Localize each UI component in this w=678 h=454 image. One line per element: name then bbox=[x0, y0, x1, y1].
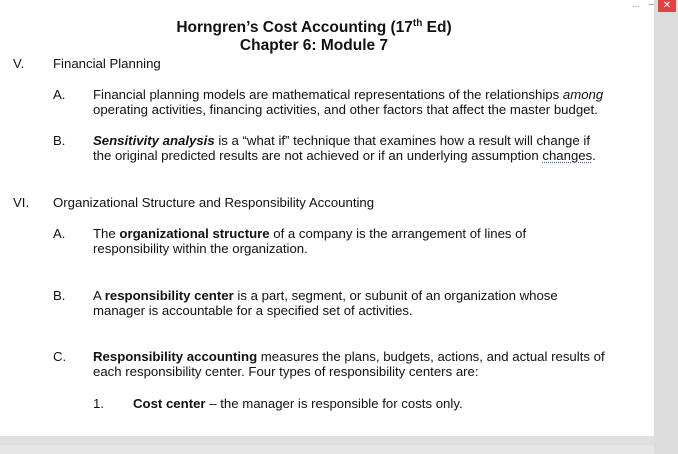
spelling-suggestion[interactable]: changes bbox=[542, 148, 593, 163]
section-vi-c1-number: 1. bbox=[93, 396, 104, 411]
section-v-b-line1: Sensitivity analysis is a “what if” technique that examines how a result will change if bbox=[93, 133, 590, 148]
section-v-heading: Financial Planning bbox=[53, 56, 161, 71]
section-vi-c-line2: each responsibility center. Four types of responsibility centers are: bbox=[93, 364, 479, 379]
section-v-a-letter: A. bbox=[53, 87, 66, 102]
section-vi-a-line2: responsibility within the organization. bbox=[93, 241, 308, 256]
more-icon[interactable]: ... bbox=[631, 0, 640, 10]
section-vi-a-letter: A. bbox=[53, 226, 66, 241]
section-vi-c1-text: Cost center – the manager is responsible for costs only. bbox=[133, 396, 463, 411]
section-v-b-line2: the original predicted results are not achieved or if an underlying assumption changes. bbox=[93, 148, 596, 163]
section-v-b-letter: B. bbox=[53, 133, 66, 148]
section-vi-numeral: VI. bbox=[13, 195, 30, 210]
document-title: Horngren’s Cost Accounting (17th Ed) bbox=[176, 17, 452, 36]
section-vi-c-line1: Responsibility accounting measures the plans, budgets, actions, and actual results of bbox=[93, 349, 605, 364]
section-vi-b-line1: A responsibility center is a part, segment, or subunit of an organization whose bbox=[93, 288, 558, 303]
close-icon[interactable]: ✕ bbox=[658, 0, 676, 12]
section-vi-b-letter: B. bbox=[53, 288, 66, 303]
section-v-numeral: V. bbox=[13, 56, 25, 71]
section-v-a-line2: operating activities, financing activities, and other factors that affect the master budget. bbox=[93, 102, 598, 117]
section-vi-b-line2: manager is accountable for a specified set of activities. bbox=[93, 303, 413, 318]
minimize-icon[interactable]: – bbox=[648, 0, 654, 10]
document-subtitle: Chapter 6: Module 7 bbox=[239, 37, 389, 54]
page-bottom-edge bbox=[0, 436, 654, 445]
section-v-a-line1: Financial planning models are mathematical representations of the relationships among bbox=[93, 87, 604, 102]
section-vi-a-line1: The organizational structure of a company is the arrangement of lines of bbox=[93, 226, 527, 241]
section-vi-c-letter: C. bbox=[53, 349, 67, 364]
vertical-scrollbar[interactable] bbox=[654, 0, 678, 454]
section-vi-heading: Organizational Structure and Responsibility Accounting bbox=[53, 195, 375, 210]
